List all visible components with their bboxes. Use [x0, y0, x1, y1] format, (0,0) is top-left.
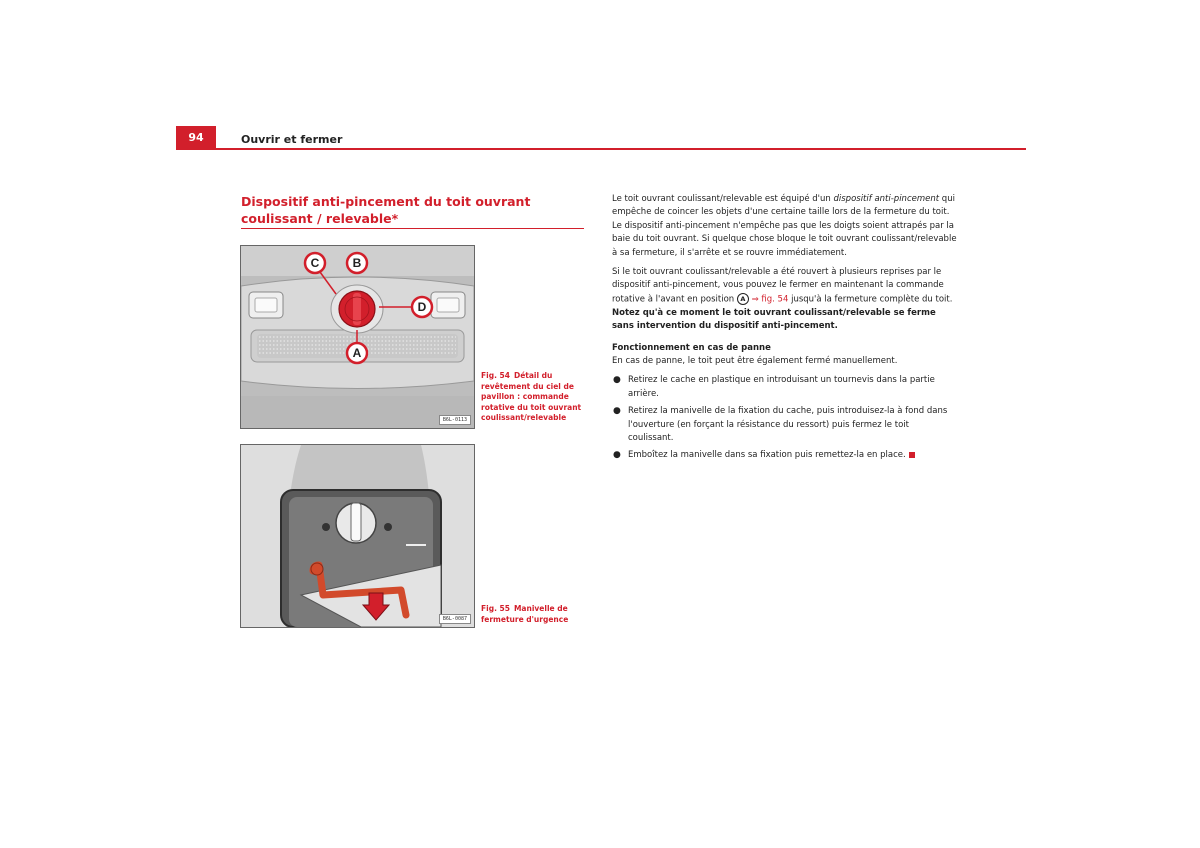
text: qui empêche de coincer les objets d'une certaine taille lors de la fermeture du toit. Le dispositif anti-pincement n'empêche pas que les doigts soient attrapés par la baie du toit ouvrant. Si quelque chose bloque le toit ouvrant coulissant/relevable à sa fermeture, il s'arrête et se rouvre immédiatement.: [612, 194, 957, 258]
figure-code: B6L-0087: [439, 614, 471, 624]
bullet-icon: ●: [613, 406, 621, 417]
list-item: [612, 405, 957, 445]
svg-text:A: A: [352, 346, 362, 360]
body-text: [612, 193, 957, 467]
list-item: [612, 449, 957, 462]
text: Emboîtez la manivelle dans sa fixation puis remettez-la en place.: [628, 450, 906, 461]
figure-reference-link[interactable]: ⇒ fig. 54: [751, 294, 789, 305]
section-title: Dispositif anti-pincement du toit ouvrant coulissant / relevable*: [241, 194, 531, 226]
text: jusqu'à la fermeture complète du toit.: [788, 294, 953, 305]
chapter-title: Ouvrir et fermer: [241, 133, 343, 146]
figure-caption-text: Manivelle de fermeture d'urgence: [481, 604, 569, 624]
header-rule: [176, 148, 1026, 150]
list-item: [612, 374, 957, 401]
figure-code: B6L-0113: [439, 415, 471, 425]
paragraph-3: En cas de panne, le toit peut être également fermé manuellement.: [612, 355, 898, 366]
italic-term: dispositif anti-pincement: [833, 194, 940, 204]
svg-text:D: D: [417, 300, 427, 314]
figure-number: Fig. 55: [481, 604, 510, 613]
text: Retirez la manivelle de la fixation du cache, puis introduisez-la à fond dans l'ouverture (en forçant la résistance du ressort) puis fermez le toit coulissant.: [628, 406, 948, 443]
section-rule: [241, 228, 584, 229]
roof-control-illustration: [241, 246, 474, 428]
svg-text:B: B: [352, 256, 362, 270]
figure-54-caption: [481, 371, 591, 424]
subheading: Fonctionnement en cas de panne: [612, 342, 771, 353]
emergency-crank-illustration: [241, 445, 474, 627]
figure-number: Fig. 54: [481, 371, 510, 380]
figure-caption-text: Détail du revêtement du ciel de pavillon : commande rotative du toit ouvrant coulissant/relevable: [481, 371, 582, 422]
text: Retirez le cache en plastique en introduisant un tournevis dans la partie arrière.: [628, 375, 935, 399]
position-a-badge: A: [737, 293, 749, 305]
svg-text:C: C: [310, 256, 320, 270]
paragraph-2: [612, 266, 957, 334]
figure-55-emergency-crank: [240, 444, 475, 628]
figure-54-roof-control: [240, 245, 475, 429]
text: Le toit ouvrant coulissant/relevable est équipé d'un: [612, 194, 834, 204]
bold-note: Notez qu'à ce moment le toit ouvrant coulissant/relevable se ferme sans intervention du dispositif anti-pincement.: [612, 307, 936, 332]
end-of-section-icon: [909, 452, 915, 458]
figure-55-caption: [481, 604, 591, 625]
page-number: 94: [176, 126, 216, 148]
paragraph-1: [612, 193, 957, 260]
bullet-icon: ●: [613, 450, 621, 461]
text: Si le toit ouvrant coulissant/relevable a été rouvert à plusieurs reprises par le dispositif anti-pincement, vous pouvez le fermer en maintenant la commande rotative à l'avant en position: [612, 267, 944, 305]
bullet-icon: ●: [613, 375, 621, 386]
